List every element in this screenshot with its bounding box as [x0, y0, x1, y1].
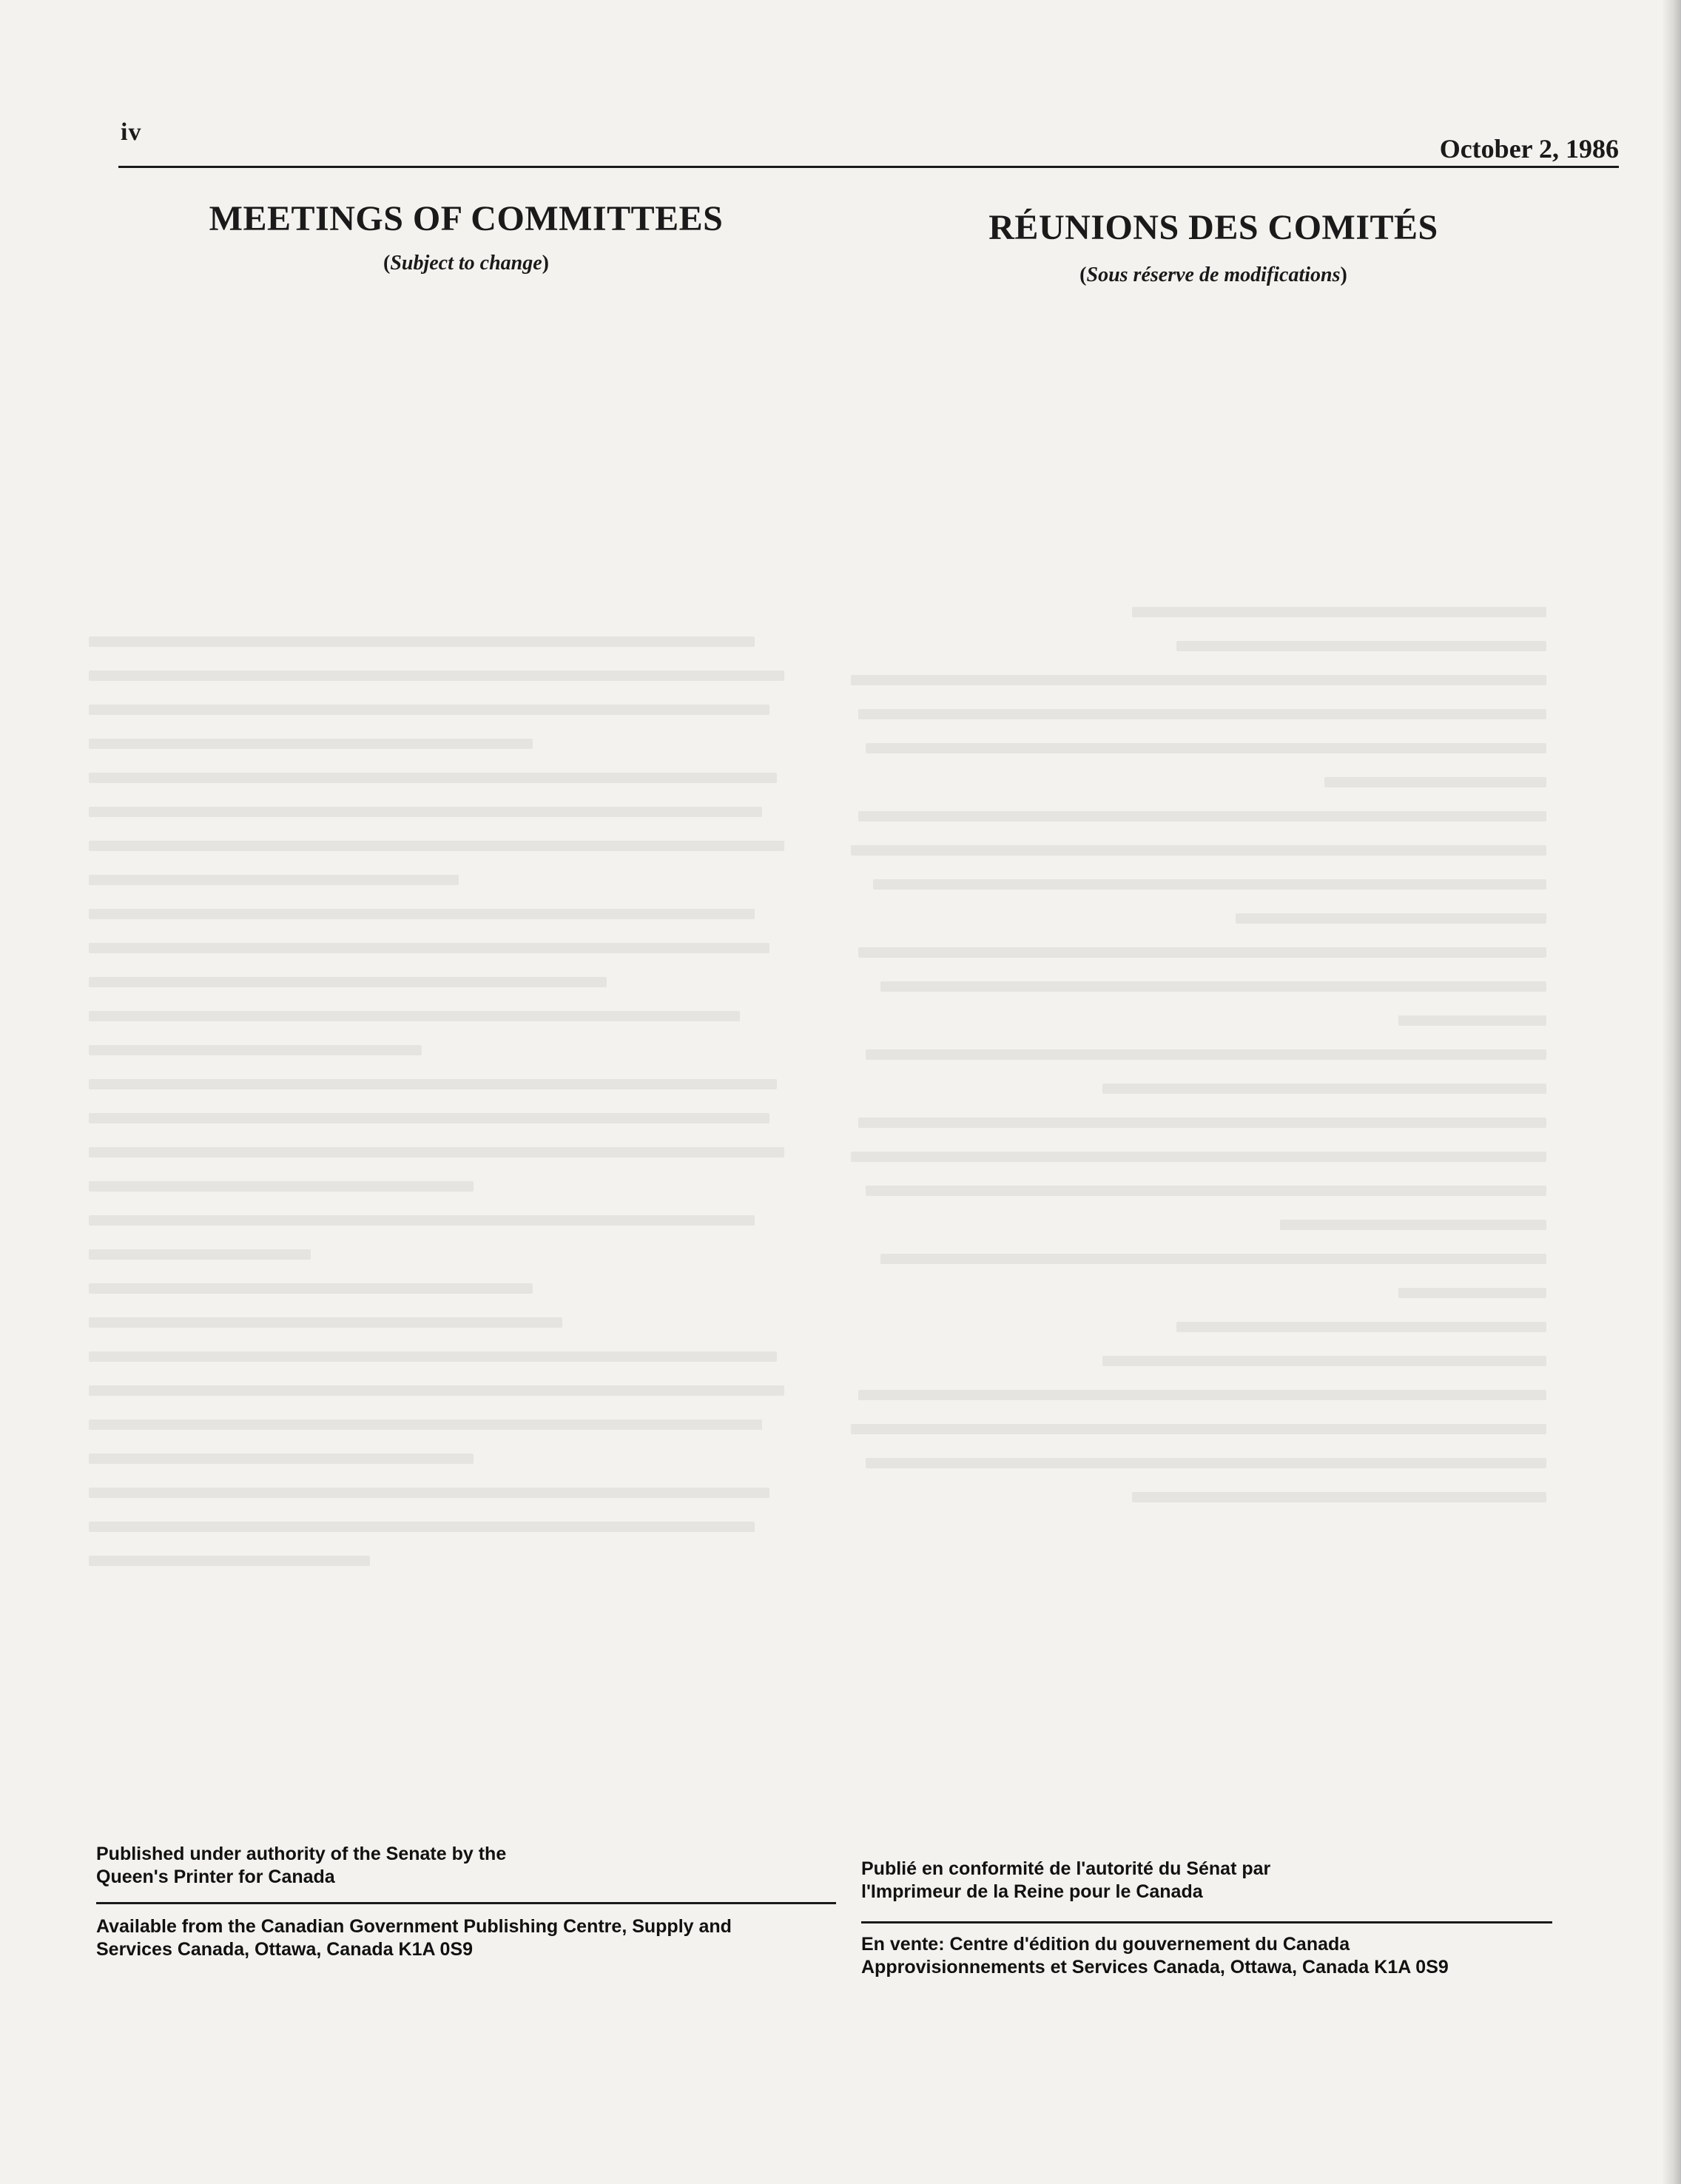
footer-divider-english	[96, 1902, 836, 1904]
heading-french: RÉUNIONS DES COMITÉS	[988, 208, 1438, 247]
available-french-line-2: Approvisionnements et Services Canada, Ottawa, Canada K1A 0S9	[861, 1957, 1449, 1978]
published-notice-french	[861, 1858, 1527, 1904]
show-through-right-column	[843, 607, 1546, 1526]
published-notice-english	[96, 1843, 747, 1889]
page-edge-shadow	[1662, 0, 1681, 2184]
availability-notice-english	[96, 1915, 836, 1961]
heading-english: MEETINGS OF COMMITTEES	[209, 199, 724, 238]
availability-notice-french	[861, 1933, 1601, 1979]
header-divider	[118, 166, 1619, 168]
available-french-line-1: En vente: Centre d'édition du gouvernement du Canada	[861, 1934, 1350, 1955]
show-through-left-column	[89, 636, 792, 1590]
subheading-french-text: Sous réserve de modifications	[1086, 263, 1341, 286]
published-english-line-2: Queen's Printer for Canada	[96, 1867, 335, 1887]
available-english-line-1: Available from the Canadian Government Publishing Centre, Supply and	[96, 1916, 732, 1937]
published-french-line-2: l'Imprimeur de la Reine pour le Canada	[861, 1881, 1203, 1902]
published-english-line-1: Published under authority of the Senate by the	[96, 1844, 507, 1864]
published-french-line-1: Publié en conformité de l'autorité du Sénat par	[861, 1858, 1271, 1879]
page-date: October 2, 1986	[1439, 134, 1619, 164]
subheading-english-text: Subject to change	[390, 252, 542, 275]
subheading-french: (Sous réserve de modifications)	[1079, 263, 1347, 286]
footer-divider-french	[861, 1921, 1552, 1923]
page-number: iv	[121, 118, 142, 146]
subheading-english: (Subject to change)	[383, 252, 549, 275]
available-english-line-2: Services Canada, Ottawa, Canada K1A 0S9	[96, 1939, 474, 1960]
